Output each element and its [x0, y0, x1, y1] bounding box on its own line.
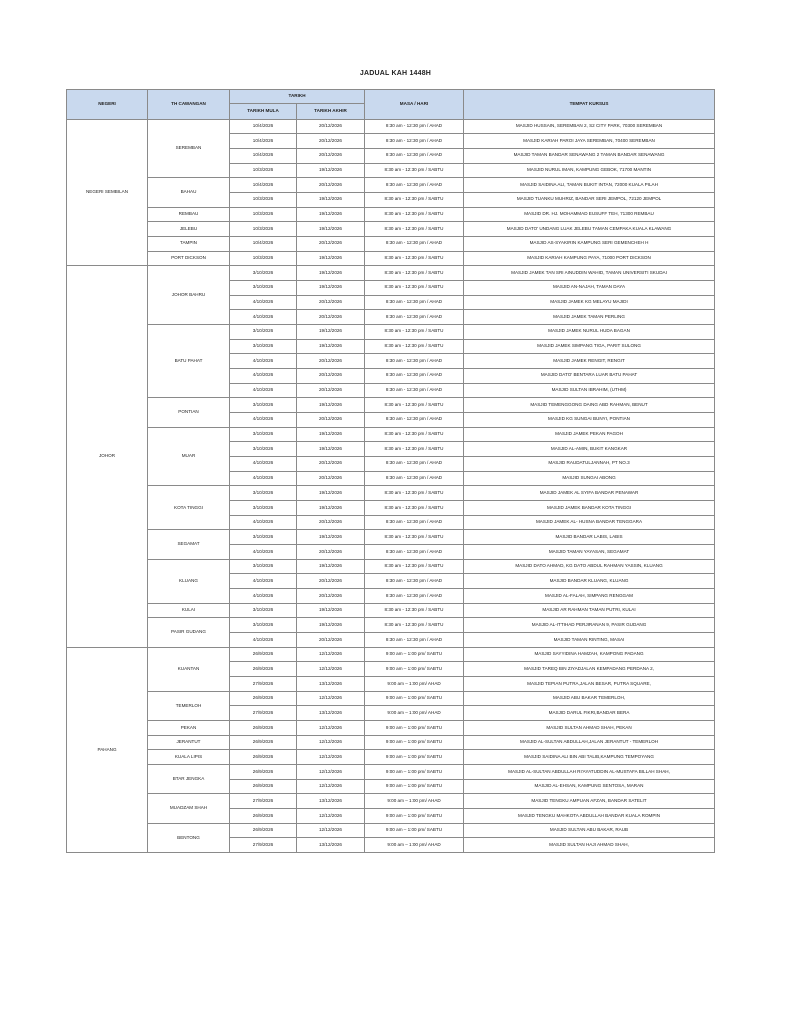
tarikh-mula-cell: 3/10/2026 [230, 339, 297, 354]
tempat-kursus-cell: MASJID JAMEK PEKAN PAGOH [464, 427, 715, 442]
tarikh-mula-cell: 26/9/2026 [230, 721, 297, 736]
table-row [67, 178, 715, 193]
masa-hari-cell: 8:30 am - 12:30 pm / AHAD [365, 456, 464, 471]
table-row [67, 721, 715, 736]
branch-cell: KLUANG [148, 559, 230, 603]
tempat-kursus-cell: MASJID BANDAR LABIS, LABIS [464, 530, 715, 545]
tarikh-mula-cell: 4/10/2026 [230, 295, 297, 310]
tarikh-akhir-cell: 19/12/2026 [297, 559, 365, 574]
tempat-kursus-cell: MASJID SULTAN AHMAD SHAH, PEKAN [464, 721, 715, 736]
header-tarikh-akhir: TARIKH AKHIR [297, 104, 365, 120]
masa-hari-cell: 8:30 am - 12:30 pm / SABTU [365, 339, 464, 354]
tempat-kursus-cell: MASJID JAMEK AL SYIFA BANDAR PENAWAR [464, 486, 715, 501]
tempat-kursus-cell: MASJID JAMEK SIMPANG TIGA, PARIT SULONG [464, 339, 715, 354]
schedule-table [66, 89, 715, 853]
tarikh-mula-cell: 26/9/2026 [230, 647, 297, 662]
tarikh-mula-cell: 4/10/2026 [230, 515, 297, 530]
tempat-kursus-cell: MASJID TUANKU MUHRIZ, BANDAR SERI JEMPOL, 72120 JEMPOL [464, 192, 715, 207]
masa-hari-cell: 8:30 am - 12:30 pm / SABTU [365, 618, 464, 633]
tarikh-akhir-cell: 20/12/2026 [297, 134, 365, 149]
tempat-kursus-cell: MASJID DATO AHMAD, KG DATO ABDUL RAHMAN YASSIN, KLUANG [464, 559, 715, 574]
tarikh-akhir-cell: 20/12/2026 [297, 633, 365, 648]
tempat-kursus-cell: MASJID SAIDINA ALI BIN ABI TALIB,KAMPUNG TEMPOYANG [464, 750, 715, 765]
tarikh-mula-cell: 4/10/2026 [230, 456, 297, 471]
masa-hari-cell: 8:30 am - 12:30 pm / SABTU [365, 192, 464, 207]
masa-hari-cell: 9:00 am – 1:00 pm/ AHAD [365, 706, 464, 721]
tarikh-mula-cell: 3/10/2026 [230, 559, 297, 574]
table-row [67, 427, 715, 442]
tarikh-mula-cell: 27/9/2026 [230, 838, 297, 853]
tarikh-akhir-cell: 20/12/2026 [297, 471, 365, 486]
masa-hari-cell: 8:30 am - 12:30 pm / SABTU [365, 427, 464, 442]
tarikh-akhir-cell: 12/12/2026 [297, 750, 365, 765]
tarikh-mula-cell: 4/10/2026 [230, 471, 297, 486]
masa-hari-cell: 9:00 am – 1:00 pm/ SABTU [365, 779, 464, 794]
masa-hari-cell: 8:30 am - 12:30 pm / SABTU [365, 163, 464, 178]
tarikh-akhir-cell: 12/12/2026 [297, 735, 365, 750]
masa-hari-cell: 8:30 am - 12:30 pm / SABTU [365, 266, 464, 281]
header-tarikh: TARIKH [230, 90, 365, 104]
state-cell: PAHANG [67, 647, 148, 852]
tarikh-mula-cell: 10/4/2026 [230, 119, 297, 134]
tarikh-mula-cell: 3/10/2026 [230, 427, 297, 442]
tarikh-mula-cell: 27/9/2026 [230, 677, 297, 692]
table-row [67, 765, 715, 780]
masa-hari-cell: 9:00 am – 1:00 pm/ SABTU [365, 691, 464, 706]
branch-cell: PONTIAN [148, 398, 230, 427]
tempat-kursus-cell: MASJID JAMEK KG MELAYU MAJIDI [464, 295, 715, 310]
tarikh-akhir-cell: 19/12/2026 [297, 486, 365, 501]
tarikh-mula-cell: 3/10/2026 [230, 280, 297, 295]
masa-hari-cell: 8:30 am - 12:30 pm / AHAD [365, 412, 464, 427]
tempat-kursus-cell: MASJID JAMEK TAN SRI AINUDDIN WAHID, TAMAN UNIVERSITI SKUDAI [464, 266, 715, 281]
masa-hari-cell: 8:30 am - 12:30 pm / AHAD [365, 383, 464, 398]
masa-hari-cell: 8:30 am - 12:30 pm / AHAD [365, 178, 464, 193]
masa-hari-cell: 8:30 am - 12:30 pm / AHAD [365, 589, 464, 604]
tarikh-mula-cell: 26/9/2026 [230, 823, 297, 838]
tempat-kursus-cell: MASJID TENGKU AMPUAN AFZAN, BANDAR SATELIT [464, 794, 715, 809]
tarikh-mula-cell: 3/10/2026 [230, 442, 297, 457]
tempat-kursus-cell: MASJID AL-EHSAN, KAMPUNG SENTOSA, MARAN [464, 779, 715, 794]
masa-hari-cell: 8:30 am - 12:30 pm / SABTU [365, 530, 464, 545]
tarikh-akhir-cell: 12/12/2026 [297, 721, 365, 736]
tempat-kursus-cell: MASJID KG SUNGAI BUNYI, PONTIAN [464, 412, 715, 427]
masa-hari-cell: 8:30 am - 12:30 pm / SABTU [365, 251, 464, 266]
tempat-kursus-cell: MASJID AN-NAJAH, TAMAN DAYA [464, 280, 715, 295]
tarikh-akhir-cell: 20/12/2026 [297, 178, 365, 193]
tarikh-mula-cell: 10/3/2026 [230, 192, 297, 207]
masa-hari-cell: 8:30 am - 12:30 pm / AHAD [365, 471, 464, 486]
tarikh-akhir-cell: 19/12/2026 [297, 442, 365, 457]
branch-cell: KOTA TINGGI [148, 486, 230, 530]
tempat-kursus-cell: MASJID TENGKU MAHKOTA ABDULLAH BANDAR KUALA ROMPIN [464, 809, 715, 824]
tarikh-akhir-cell: 12/12/2026 [297, 809, 365, 824]
tarikh-akhir-cell: 13/12/2026 [297, 794, 365, 809]
branch-cell: REMBAU [148, 207, 230, 222]
masa-hari-cell: 9:00 am – 1:00 pm/ AHAD [365, 838, 464, 853]
tempat-kursus-cell: MASJID AS-SYAKIRIN KAMPUNG SERI GEMENCHEH H [464, 236, 715, 251]
masa-hari-cell: 8:30 am - 12:30 pm / SABTU [365, 324, 464, 339]
tarikh-akhir-cell: 19/12/2026 [297, 500, 365, 515]
branch-cell: TAMPIN [148, 236, 230, 251]
tarikh-akhir-cell: 19/12/2026 [297, 618, 365, 633]
masa-hari-cell: 8:30 am - 12:30 pm / AHAD [365, 515, 464, 530]
tarikh-akhir-cell: 20/12/2026 [297, 148, 365, 163]
masa-hari-cell: 8:30 am - 12:30 pm / SABTU [365, 222, 464, 237]
tempat-kursus-cell: MASJID DR. HJ. MOHAMMAD EUSUFF TEH, 71300 REMBAU [464, 207, 715, 222]
tempat-kursus-cell: MASJID TAMAN YAYASAN, SEGAMAT [464, 544, 715, 559]
tempat-kursus-cell: MASJID AR RAHMAN TAMAN PUTRI, KULAI [464, 603, 715, 618]
tempat-kursus-cell: MASJID JAMEK NURUL HUDA BAGAN [464, 324, 715, 339]
tarikh-akhir-cell: 13/12/2026 [297, 838, 365, 853]
tarikh-akhir-cell: 20/12/2026 [297, 383, 365, 398]
tempat-kursus-cell: MASJID JAMEK BANDAR KOTA TINGGI [464, 500, 715, 515]
tarikh-akhir-cell: 19/12/2026 [297, 192, 365, 207]
masa-hari-cell: 9:00 am – 1:00 pm/ SABTU [365, 823, 464, 838]
masa-hari-cell: 9:00 am – 1:00 pm/ SABTU [365, 721, 464, 736]
tempat-kursus-cell: MASJID SUNGAI ABONG [464, 471, 715, 486]
table-row [67, 236, 715, 251]
masa-hari-cell: 8:30 am - 12:30 pm / SABTU [365, 603, 464, 618]
table-row [67, 486, 715, 501]
tarikh-akhir-cell: 12/12/2026 [297, 823, 365, 838]
table-row [67, 618, 715, 633]
tarikh-akhir-cell: 12/12/2026 [297, 691, 365, 706]
tarikh-akhir-cell: 20/12/2026 [297, 574, 365, 589]
tarikh-akhir-cell: 20/12/2026 [297, 515, 365, 530]
tempat-kursus-cell: MASJID JAMEK TAMAN PERLING [464, 310, 715, 325]
tarikh-mula-cell: 4/10/2026 [230, 544, 297, 559]
masa-hari-cell: 8:30 am - 12:30 pm / AHAD [365, 544, 464, 559]
branch-cell: JERANTUT [148, 735, 230, 750]
masa-hari-cell: 9:00 am – 1:00 pm/ SABTU [365, 735, 464, 750]
tarikh-mula-cell: 3/10/2026 [230, 398, 297, 413]
branch-cell: PASIR GUDANG [148, 618, 230, 647]
tarikh-mula-cell: 10/4/2026 [230, 134, 297, 149]
tarikh-akhir-cell: 20/12/2026 [297, 412, 365, 427]
tempat-kursus-cell: MASJID ABU BAKAR TEMERLOH, [464, 691, 715, 706]
tempat-kursus-cell: MASJID TAMAN RINTING, MASAI [464, 633, 715, 648]
tarikh-mula-cell: 10/4/2026 [230, 236, 297, 251]
state-cell: NEGERI SEMBILAN [67, 119, 148, 266]
branch-cell: MUAR [148, 427, 230, 486]
tarikh-mula-cell: 26/9/2026 [230, 735, 297, 750]
tarikh-akhir-cell: 20/12/2026 [297, 236, 365, 251]
branch-cell: MUADZAM SHAH [148, 794, 230, 823]
tempat-kursus-cell: MASJID KARIAH PAROI JAYA SEREMBAN, 70400 SEREMBAN [464, 134, 715, 149]
header-negeri: NEGERI [67, 90, 148, 120]
tempat-kursus-cell: MASJID AL-SULTAN ABDULLAH,JALAN JERANTUT - TEMERLOH [464, 735, 715, 750]
branch-cell: BENTONG [148, 823, 230, 852]
masa-hari-cell: 8:30 am - 12:30 pm / AHAD [365, 134, 464, 149]
table-row [67, 251, 715, 266]
tarikh-akhir-cell: 20/12/2026 [297, 368, 365, 383]
tarikh-mula-cell: 10/3/2026 [230, 207, 297, 222]
tarikh-akhir-cell: 13/12/2026 [297, 677, 365, 692]
branch-cell: KUANTAN [148, 647, 230, 691]
header-tempat-kursus: TEMPAT KURSUS [464, 90, 715, 120]
branch-cell: SEGAMAT [148, 530, 230, 559]
tarikh-mula-cell: 4/10/2026 [230, 368, 297, 383]
tempat-kursus-cell: MASJID TEPIAN PUTRA,JALAN BESAR, PUTRA SQUARE, [464, 677, 715, 692]
table-header [67, 90, 715, 120]
tarikh-mula-cell: 3/10/2026 [230, 618, 297, 633]
table-row [67, 750, 715, 765]
tarikh-akhir-cell: 19/12/2026 [297, 398, 365, 413]
tempat-kursus-cell: MASJID JAMEK AL- HUSNA BANDAR TENGGARA [464, 515, 715, 530]
tarikh-mula-cell: 27/9/2026 [230, 794, 297, 809]
branch-cell: BATU PAHAT [148, 324, 230, 397]
tempat-kursus-cell: MASJID DATO' BENTARA LUAR BATU PAHAT [464, 368, 715, 383]
tarikh-mula-cell: 10/3/2026 [230, 251, 297, 266]
masa-hari-cell: 8:30 am - 12:30 pm / AHAD [365, 368, 464, 383]
tarikh-mula-cell: 4/10/2026 [230, 310, 297, 325]
tempat-kursus-cell: MASJID SULTAN ABU BAKAR, RAUB [464, 823, 715, 838]
tarikh-akhir-cell: 19/12/2026 [297, 603, 365, 618]
tarikh-mula-cell: 3/10/2026 [230, 603, 297, 618]
tarikh-akhir-cell: 20/12/2026 [297, 456, 365, 471]
masa-hari-cell: 8:30 am - 12:30 pm / SABTU [365, 486, 464, 501]
tarikh-mula-cell: 27/9/2026 [230, 706, 297, 721]
branch-cell: PORT DICKSON [148, 251, 230, 266]
tempat-kursus-cell: MASJID KARIAH KAMPUNG PAYA, 71000 PORT DICKSON [464, 251, 715, 266]
masa-hari-cell: 9:00 am – 1:00 pm/ AHAD [365, 794, 464, 809]
tarikh-mula-cell: 3/10/2026 [230, 266, 297, 281]
tempat-kursus-cell: MASJID SAYYIDINA HAMZAH, KAMPONG PADANG [464, 647, 715, 662]
masa-hari-cell: 8:30 am - 12:30 pm / AHAD [365, 295, 464, 310]
tarikh-akhir-cell: 19/12/2026 [297, 324, 365, 339]
page-title: JADUAL KAH 1448H [359, 70, 432, 77]
tarikh-akhir-cell: 19/12/2026 [297, 427, 365, 442]
tarikh-mula-cell: 4/10/2026 [230, 412, 297, 427]
tarikh-mula-cell: 26/9/2026 [230, 779, 297, 794]
tarikh-mula-cell: 4/10/2026 [230, 354, 297, 369]
header-tarikh-mula: TARIKH MULA [230, 104, 297, 120]
tempat-kursus-cell: MASJID SULTAN IBRAHIM, (UTHM) [464, 383, 715, 398]
masa-hari-cell: 9:00 am – 1:00 pm/ SABTU [365, 809, 464, 824]
tarikh-mula-cell: 4/10/2026 [230, 383, 297, 398]
masa-hari-cell: 8:30 am - 12:30 pm / SABTU [365, 559, 464, 574]
masa-hari-cell: 8:30 am - 12:30 pm / AHAD [365, 310, 464, 325]
tarikh-mula-cell: 10/3/2026 [230, 163, 297, 178]
tarikh-akhir-cell: 12/12/2026 [297, 647, 365, 662]
branch-cell: PEKAN [148, 721, 230, 736]
tarikh-akhir-cell: 20/12/2026 [297, 119, 365, 134]
branch-cell: JELEBU [148, 222, 230, 237]
tarikh-mula-cell: 26/9/2026 [230, 809, 297, 824]
tempat-kursus-cell: MASJID DARUL FIKRI,BANDAR BERA [464, 706, 715, 721]
branch-cell: BTAR JENGKA [148, 765, 230, 794]
branch-cell: BAHAU [148, 178, 230, 207]
tarikh-akhir-cell: 19/12/2026 [297, 207, 365, 222]
header-cawangan: TH CAWANGAN [148, 90, 230, 120]
masa-hari-cell: 8:30 am - 12:30 pm / AHAD [365, 574, 464, 589]
masa-hari-cell: 8:30 am - 12:30 pm / SABTU [365, 280, 464, 295]
tempat-kursus-cell: MASJID RAUDATULJANNAH, PT NO.3 [464, 456, 715, 471]
tarikh-akhir-cell: 19/12/2026 [297, 280, 365, 295]
masa-hari-cell: 9:00 am – 1:00 pm/ SABTU [365, 750, 464, 765]
tempat-kursus-cell: MASJID NURUL IMAN, KAMPUNG GEBOK, 71700 MANTIN [464, 163, 715, 178]
branch-cell: SEREMBAN [148, 119, 230, 178]
tempat-kursus-cell: MASJID TAREQ BIN ZIYADJALAN KEMPADANG PERDANA 2, [464, 662, 715, 677]
table-row [67, 119, 715, 134]
table-row [67, 324, 715, 339]
masa-hari-cell: 9:00 am – 1:00 pm/ SABTU [365, 647, 464, 662]
table-row [67, 207, 715, 222]
tarikh-akhir-cell: 20/12/2026 [297, 354, 365, 369]
table-row [67, 559, 715, 574]
table-row [67, 398, 715, 413]
tarikh-akhir-cell: 20/12/2026 [297, 544, 365, 559]
table-row [67, 266, 715, 281]
tempat-kursus-cell: MASJID AL-FALAH, SIMPANG RENGGAM [464, 589, 715, 604]
tarikh-akhir-cell: 19/12/2026 [297, 163, 365, 178]
tarikh-mula-cell: 26/9/2026 [230, 765, 297, 780]
tarikh-mula-cell: 3/10/2026 [230, 486, 297, 501]
tempat-kursus-cell: MASJID TEMENGGONG DAING ABD RAHMAN, BENUT [464, 398, 715, 413]
table-row [67, 794, 715, 809]
table-row [67, 823, 715, 838]
tarikh-akhir-cell: 20/12/2026 [297, 589, 365, 604]
table-row [67, 603, 715, 618]
table-row [67, 691, 715, 706]
masa-hari-cell: 8:30 am - 12:30 pm / SABTU [365, 398, 464, 413]
tarikh-mula-cell: 3/10/2026 [230, 530, 297, 545]
tempat-kursus-cell: MASJID SULTAN HAJI AHMAD SHAH, [464, 838, 715, 853]
tarikh-akhir-cell: 20/12/2026 [297, 295, 365, 310]
masa-hari-cell: 9:00 am – 1:00 pm/ SABTU [365, 662, 464, 677]
tarikh-mula-cell: 26/9/2026 [230, 750, 297, 765]
branch-cell: TEMERLOH [148, 691, 230, 720]
tempat-kursus-cell: MASJID BANDAR KLUANG, KLUANG [464, 574, 715, 589]
masa-hari-cell: 8:30 am - 12:30 pm / AHAD [365, 354, 464, 369]
tempat-kursus-cell: MASJID HUSSAIN, SEREMBAN 2, S2 CITY PARK, 70300 SEREMBAN [464, 119, 715, 134]
tarikh-mula-cell: 10/3/2026 [230, 222, 297, 237]
tarikh-akhir-cell: 13/12/2026 [297, 706, 365, 721]
branch-cell: JOHOR BAHRU [148, 266, 230, 325]
tarikh-mula-cell: 26/9/2026 [230, 662, 297, 677]
masa-hari-cell: 8:30 am - 12:30 pm / SABTU [365, 500, 464, 515]
masa-hari-cell: 9:00 am – 1:00 pm/ AHAD [365, 677, 464, 692]
tarikh-mula-cell: 4/10/2026 [230, 589, 297, 604]
masa-hari-cell: 9:00 am – 1:00 pm/ SABTU [365, 765, 464, 780]
branch-cell: KUALA LIPIS [148, 750, 230, 765]
tarikh-akhir-cell: 19/12/2026 [297, 251, 365, 266]
table-body [67, 119, 715, 853]
header-masa-hari: MASA / HARI [365, 90, 464, 120]
tarikh-mula-cell: 10/4/2026 [230, 148, 297, 163]
tempat-kursus-cell: MASJID DATO' UNDANG LUAK JELEBU TAMAN CEMPAKA KUALA KLAWANG [464, 222, 715, 237]
tempat-kursus-cell: MASJID TAMAN BANDAR SENAWANG 2 TAMAN BANDAR SENAWANG [464, 148, 715, 163]
tarikh-akhir-cell: 19/12/2026 [297, 266, 365, 281]
tempat-kursus-cell: MASJID AL-AMIN, BUKIT KANGKAR [464, 442, 715, 457]
masa-hari-cell: 8:30 am - 12:30 pm / AHAD [365, 148, 464, 163]
tarikh-mula-cell: 3/10/2026 [230, 500, 297, 515]
masa-hari-cell: 8:30 am - 12:30 pm / AHAD [365, 633, 464, 648]
tarikh-akhir-cell: 12/12/2026 [297, 765, 365, 780]
state-cell: JOHOR [67, 266, 148, 647]
table-row [67, 735, 715, 750]
masa-hari-cell: 8:30 am - 12:30 pm / AHAD [365, 236, 464, 251]
tempat-kursus-cell: MASJID JAMEK RENGIT, RENGIT [464, 354, 715, 369]
branch-cell: KULAI [148, 603, 230, 618]
tarikh-mula-cell: 26/9/2026 [230, 691, 297, 706]
table-row [67, 647, 715, 662]
tempat-kursus-cell: MASJID AL-SULTAN ABDULLAH RI'AYATUDDIN AL-MUSTAFA BILLAH SHAH, [464, 765, 715, 780]
table-row [67, 530, 715, 545]
tarikh-mula-cell: 3/10/2026 [230, 324, 297, 339]
tarikh-akhir-cell: 12/12/2026 [297, 779, 365, 794]
tarikh-akhir-cell: 19/12/2026 [297, 222, 365, 237]
tempat-kursus-cell: MASJID AL-ITTIHAD PERJIRANAN 9, PASIR GUDANG [464, 618, 715, 633]
tempat-kursus-cell: MASJID SAIDINA ALI, TAMAN BUKIT INTAN, 72000 KUALA PILAH [464, 178, 715, 193]
tarikh-akhir-cell: 20/12/2026 [297, 310, 365, 325]
tarikh-akhir-cell: 19/12/2026 [297, 339, 365, 354]
masa-hari-cell: 8:30 am - 12:30 pm / AHAD [365, 119, 464, 134]
table-row [67, 222, 715, 237]
tarikh-mula-cell: 4/10/2026 [230, 574, 297, 589]
masa-hari-cell: 8:30 am - 12:30 pm / SABTU [365, 442, 464, 457]
tarikh-mula-cell: 10/4/2026 [230, 178, 297, 193]
tarikh-akhir-cell: 12/12/2026 [297, 662, 365, 677]
tarikh-mula-cell: 4/10/2026 [230, 633, 297, 648]
masa-hari-cell: 8:30 am - 12:30 pm / SABTU [365, 207, 464, 222]
tarikh-akhir-cell: 19/12/2026 [297, 530, 365, 545]
